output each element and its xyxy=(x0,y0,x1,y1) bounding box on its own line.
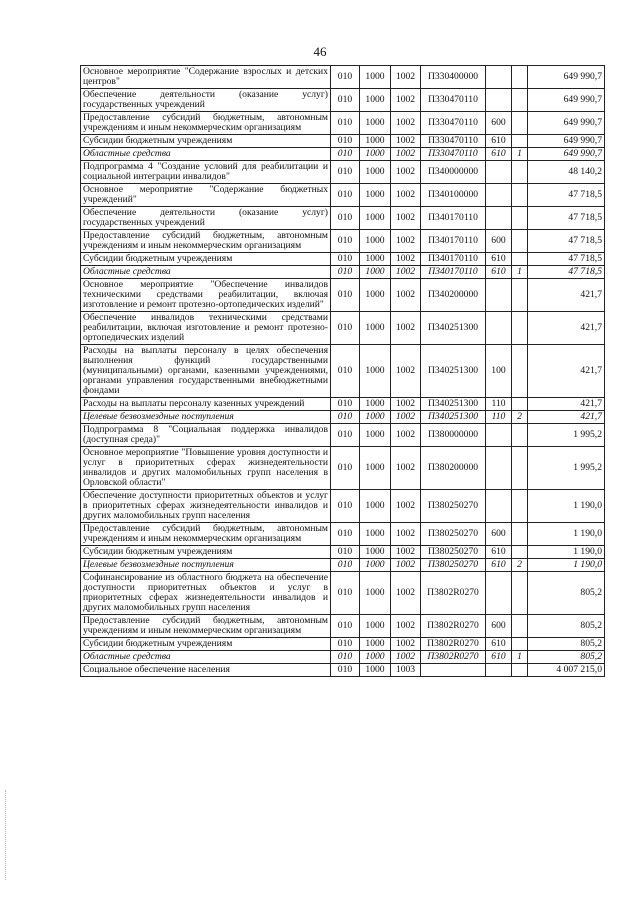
row-section-cell: 1000 xyxy=(360,135,391,148)
row-gr-code-cell: 010 xyxy=(331,279,360,312)
row-subsection-cell: 1002 xyxy=(391,112,421,135)
row-expense-type-cell: 610 xyxy=(486,651,512,664)
row-subsection-cell: 1002 xyxy=(391,279,421,312)
row-source-cell xyxy=(512,253,528,266)
row-expense-type-cell xyxy=(486,424,512,447)
row-subsection-cell: 1002 xyxy=(391,424,421,447)
row-subsection-cell: 1002 xyxy=(391,89,421,112)
row-source-cell xyxy=(512,312,528,345)
row-target-article-cell: П380250270 xyxy=(421,523,486,546)
table-row xyxy=(81,447,605,490)
row-expense-type-cell: 600 xyxy=(486,615,512,638)
row-expense-type-cell xyxy=(486,279,512,312)
row-name-cell: Субсидии бюджетным учреждениям xyxy=(81,253,331,266)
row-source-cell xyxy=(512,615,528,638)
row-target-article-cell: П340200000 xyxy=(421,279,486,312)
row-amount-cell: 47 718,5 xyxy=(528,230,605,253)
row-expense-type-cell: 610 xyxy=(486,148,512,161)
row-name-cell: Областные средства xyxy=(81,651,331,664)
row-amount-cell: 48 140,2 xyxy=(528,161,605,184)
row-name-cell: Предоставление субсидий бюджетным, автономным учреждениям и иным некоммерческим организациям xyxy=(81,615,331,638)
row-gr-code-cell: 010 xyxy=(331,651,360,664)
table-row xyxy=(81,112,605,135)
row-target-article-cell: П340251300 xyxy=(421,398,486,411)
row-name-cell: Областные средства xyxy=(81,148,331,161)
row-name-cell: Предоставление субсидий бюджетным, автономным учреждениям и иным некоммерческим организациям xyxy=(81,523,331,546)
row-source-cell xyxy=(512,447,528,490)
table-row xyxy=(81,490,605,523)
row-subsection-cell: 1002 xyxy=(391,345,421,398)
row-name-cell: Подпрограмма 4 "Создание условий для реабилитации и социальной интеграции инвалидов" xyxy=(81,161,331,184)
row-section-cell: 1000 xyxy=(360,66,391,89)
row-source-cell xyxy=(512,398,528,411)
row-name-cell: Предоставление субсидий бюджетным, автономным учреждениям и иным некоммерческим организациям xyxy=(81,230,331,253)
row-amount-cell: 649 990,7 xyxy=(528,66,605,89)
row-section-cell: 1000 xyxy=(360,345,391,398)
row-name-cell: Областные средства xyxy=(81,266,331,279)
row-target-article-cell: П380200000 xyxy=(421,447,486,490)
row-name-cell: Софинансирование из областного бюджета на обеспечение доступности приоритетных объектов и услуг в приоритетных сферах жизнедеятельности инвалидов и других маломобильных групп населения xyxy=(81,572,331,615)
table-row xyxy=(81,207,605,230)
row-amount-cell: 421,7 xyxy=(528,312,605,345)
row-section-cell: 1000 xyxy=(360,651,391,664)
row-section-cell: 1000 xyxy=(360,148,391,161)
row-target-article-cell: П330470110 xyxy=(421,89,486,112)
row-source-cell xyxy=(512,112,528,135)
table-row xyxy=(81,398,605,411)
row-amount-cell: 421,7 xyxy=(528,398,605,411)
row-amount-cell: 1 995,2 xyxy=(528,447,605,490)
row-gr-code-cell: 010 xyxy=(331,161,360,184)
row-subsection-cell: 1002 xyxy=(391,253,421,266)
row-gr-code-cell: 010 xyxy=(331,411,360,424)
row-target-article-cell: П330470110 xyxy=(421,112,486,135)
row-gr-code-cell: 010 xyxy=(331,546,360,559)
row-amount-cell: 47 718,5 xyxy=(528,253,605,266)
table-row xyxy=(81,638,605,651)
row-gr-code-cell: 010 xyxy=(331,559,360,572)
row-gr-code-cell: 010 xyxy=(331,615,360,638)
table-row xyxy=(81,266,605,279)
row-expense-type-cell xyxy=(486,490,512,523)
row-subsection-cell: 1002 xyxy=(391,266,421,279)
budget-table xyxy=(80,65,605,677)
row-target-article-cell: П330400000 xyxy=(421,66,486,89)
row-name-cell: Основное мероприятие "Повышение уровня доступности и услуг в приоритетных сферах жизнедеятельности инвалидов и других маломобильных групп населения в Орловской области" xyxy=(81,447,331,490)
table-row xyxy=(81,345,605,398)
row-target-article-cell: П340170110 xyxy=(421,230,486,253)
row-section-cell: 1000 xyxy=(360,398,391,411)
row-source-cell xyxy=(512,572,528,615)
row-name-cell: Целевые безвозмездные поступления xyxy=(81,559,331,572)
row-amount-cell: 1 190,0 xyxy=(528,559,605,572)
row-section-cell: 1000 xyxy=(360,424,391,447)
row-name-cell: Предоставление субсидий бюджетным, автономным учреждениям и иным некоммерческим организациям xyxy=(81,112,331,135)
row-gr-code-cell: 010 xyxy=(331,424,360,447)
row-source-cell: 1 xyxy=(512,266,528,279)
row-name-cell: Основное мероприятие "Обеспечение инвалидов техническими средствами реабилитации, включая изготовление и ремонт протезно-ортопедических изделий" xyxy=(81,279,331,312)
row-source-cell xyxy=(512,424,528,447)
row-expense-type-cell: 610 xyxy=(486,559,512,572)
row-target-article-cell xyxy=(421,664,486,677)
row-section-cell: 1000 xyxy=(360,184,391,207)
row-expense-type-cell: 610 xyxy=(486,638,512,651)
row-source-cell xyxy=(512,161,528,184)
row-gr-code-cell: 010 xyxy=(331,230,360,253)
row-section-cell: 1000 xyxy=(360,447,391,490)
row-target-article-cell: П330470110 xyxy=(421,135,486,148)
table-row xyxy=(81,411,605,424)
row-amount-cell: 1 190,0 xyxy=(528,523,605,546)
row-name-cell: Социальное обеспечение населения xyxy=(81,664,331,677)
row-subsection-cell: 1002 xyxy=(391,148,421,161)
row-subsection-cell: 1002 xyxy=(391,184,421,207)
row-gr-code-cell: 010 xyxy=(331,148,360,161)
row-subsection-cell: 1002 xyxy=(391,615,421,638)
row-source-cell xyxy=(512,546,528,559)
row-gr-code-cell: 010 xyxy=(331,207,360,230)
row-name-cell: Расходы на выплаты персоналу в целях обеспечения выполнения функций государственными (муниципальными) органами, казенными учреждениями, органами управления государственными внебюджетными фондами xyxy=(81,345,331,398)
row-amount-cell: 421,7 xyxy=(528,279,605,312)
row-target-article-cell: П380250270 xyxy=(421,546,486,559)
row-expense-type-cell: 600 xyxy=(486,112,512,135)
row-subsection-cell: 1002 xyxy=(391,559,421,572)
row-target-article-cell: П380250270 xyxy=(421,559,486,572)
row-expense-type-cell xyxy=(486,312,512,345)
table-row xyxy=(81,651,605,664)
table-row xyxy=(81,89,605,112)
row-subsection-cell: 1002 xyxy=(391,66,421,89)
table-row xyxy=(81,572,605,615)
row-gr-code-cell: 010 xyxy=(331,312,360,345)
row-amount-cell: 649 990,7 xyxy=(528,89,605,112)
row-section-cell: 1000 xyxy=(360,559,391,572)
row-expense-type-cell: 600 xyxy=(486,523,512,546)
row-gr-code-cell: 010 xyxy=(331,572,360,615)
row-source-cell xyxy=(512,345,528,398)
row-gr-code-cell: 010 xyxy=(331,638,360,651)
row-section-cell: 1000 xyxy=(360,490,391,523)
row-gr-code-cell: 010 xyxy=(331,184,360,207)
row-target-article-cell: П3802R0270 xyxy=(421,615,486,638)
row-section-cell: 1000 xyxy=(360,230,391,253)
row-name-cell: Субсидии бюджетным учреждениям xyxy=(81,546,331,559)
row-expense-type-cell xyxy=(486,66,512,89)
row-expense-type-cell xyxy=(486,572,512,615)
row-source-cell xyxy=(512,66,528,89)
row-expense-type-cell: 110 xyxy=(486,398,512,411)
row-section-cell: 1000 xyxy=(360,312,391,345)
row-target-article-cell: П380000000 xyxy=(421,424,486,447)
row-gr-code-cell: 010 xyxy=(331,266,360,279)
row-gr-code-cell: 010 xyxy=(331,112,360,135)
row-source-cell xyxy=(512,230,528,253)
row-gr-code-cell: 010 xyxy=(331,89,360,112)
row-target-article-cell: П330470110 xyxy=(421,148,486,161)
row-amount-cell: 421,7 xyxy=(528,411,605,424)
row-target-article-cell: П340251300 xyxy=(421,411,486,424)
row-subsection-cell: 1002 xyxy=(391,523,421,546)
row-subsection-cell: 1002 xyxy=(391,398,421,411)
row-section-cell: 1000 xyxy=(360,253,391,266)
row-expense-type-cell xyxy=(486,161,512,184)
row-amount-cell: 649 990,7 xyxy=(528,148,605,161)
row-subsection-cell: 1003 xyxy=(391,664,421,677)
row-source-cell: 2 xyxy=(512,559,528,572)
row-subsection-cell: 1002 xyxy=(391,651,421,664)
row-amount-cell: 649 990,7 xyxy=(528,135,605,148)
row-section-cell: 1000 xyxy=(360,161,391,184)
row-gr-code-cell: 010 xyxy=(331,447,360,490)
row-name-cell: Обеспечение деятельности (оказание услуг) государственных учреждений xyxy=(81,207,331,230)
row-amount-cell: 1 995,2 xyxy=(528,424,605,447)
row-expense-type-cell xyxy=(486,664,512,677)
row-name-cell: Основное мероприятие "Содержание бюджетных учреждений" xyxy=(81,184,331,207)
row-source-cell: 1 xyxy=(512,651,528,664)
row-section-cell: 1000 xyxy=(360,279,391,312)
row-gr-code-cell: 010 xyxy=(331,253,360,266)
row-subsection-cell: 1002 xyxy=(391,490,421,523)
row-expense-type-cell: 110 xyxy=(486,411,512,424)
row-target-article-cell: П380250270 xyxy=(421,490,486,523)
table-row xyxy=(81,546,605,559)
row-section-cell: 1000 xyxy=(360,615,391,638)
table-row xyxy=(81,615,605,638)
row-subsection-cell: 1002 xyxy=(391,447,421,490)
table-row xyxy=(81,253,605,266)
row-source-cell xyxy=(512,523,528,546)
row-subsection-cell: 1002 xyxy=(391,572,421,615)
row-subsection-cell: 1002 xyxy=(391,411,421,424)
row-section-cell: 1000 xyxy=(360,664,391,677)
row-amount-cell: 805,2 xyxy=(528,615,605,638)
row-target-article-cell: П3802R0270 xyxy=(421,651,486,664)
row-amount-cell: 649 990,7 xyxy=(528,112,605,135)
row-subsection-cell: 1002 xyxy=(391,161,421,184)
row-expense-type-cell: 610 xyxy=(486,546,512,559)
row-section-cell: 1000 xyxy=(360,572,391,615)
row-gr-code-cell: 010 xyxy=(331,664,360,677)
row-name-cell: Субсидии бюджетным учреждениям xyxy=(81,638,331,651)
row-subsection-cell: 1002 xyxy=(391,546,421,559)
table-row xyxy=(81,230,605,253)
row-name-cell: Субсидии бюджетным учреждениям xyxy=(81,135,331,148)
row-source-cell xyxy=(512,664,528,677)
row-amount-cell: 47 718,5 xyxy=(528,266,605,279)
row-source-cell xyxy=(512,279,528,312)
table-row xyxy=(81,66,605,89)
row-amount-cell: 421,7 xyxy=(528,345,605,398)
row-expense-type-cell xyxy=(486,89,512,112)
row-target-article-cell: П340170110 xyxy=(421,253,486,266)
row-expense-type-cell: 610 xyxy=(486,135,512,148)
table-row xyxy=(81,559,605,572)
row-name-cell: Обеспечение деятельности (оказание услуг) государственных учреждений xyxy=(81,89,331,112)
row-name-cell: Обеспечение инвалидов техническими средствами реабилитации, включая изготовление и ремонт протезно-ортопедических изделий xyxy=(81,312,331,345)
row-name-cell: Обеспечение доступности приоритетных объектов и услуг в приоритетных сферах жизнедеятельности инвалидов и других маломобильных групп населения xyxy=(81,490,331,523)
table-row xyxy=(81,184,605,207)
row-subsection-cell: 1002 xyxy=(391,230,421,253)
row-source-cell: 1 xyxy=(512,148,528,161)
row-source-cell xyxy=(512,89,528,112)
row-target-article-cell: П340251300 xyxy=(421,312,486,345)
row-expense-type-cell: 600 xyxy=(486,230,512,253)
row-section-cell: 1000 xyxy=(360,266,391,279)
row-section-cell: 1000 xyxy=(360,89,391,112)
row-name-cell: Подпрограмма 8 "Социальная поддержка инвалидов (доступная среда)" xyxy=(81,424,331,447)
row-expense-type-cell: 610 xyxy=(486,266,512,279)
table-row xyxy=(81,279,605,312)
table-row xyxy=(81,664,605,677)
row-section-cell: 1000 xyxy=(360,523,391,546)
row-subsection-cell: 1002 xyxy=(391,312,421,345)
row-amount-cell: 1 190,0 xyxy=(528,546,605,559)
row-expense-type-cell: 610 xyxy=(486,253,512,266)
row-expense-type-cell xyxy=(486,447,512,490)
row-target-article-cell: П340251300 xyxy=(421,345,486,398)
row-section-cell: 1000 xyxy=(360,112,391,135)
row-subsection-cell: 1002 xyxy=(391,135,421,148)
row-target-article-cell: П340100000 xyxy=(421,184,486,207)
row-name-cell: Целевые безвозмездные поступления xyxy=(81,411,331,424)
row-section-cell: 1000 xyxy=(360,638,391,651)
row-subsection-cell: 1002 xyxy=(391,207,421,230)
table-row xyxy=(81,148,605,161)
table-row xyxy=(81,135,605,148)
table-row xyxy=(81,424,605,447)
row-source-cell xyxy=(512,135,528,148)
table-row xyxy=(81,523,605,546)
row-gr-code-cell: 010 xyxy=(331,398,360,411)
row-amount-cell: 47 718,5 xyxy=(528,207,605,230)
row-source-cell xyxy=(512,638,528,651)
row-name-cell: Основное мероприятие "Содержание взрослых и детских центров" xyxy=(81,66,331,89)
row-amount-cell: 805,2 xyxy=(528,572,605,615)
row-gr-code-cell: 010 xyxy=(331,66,360,89)
row-target-article-cell: П340170110 xyxy=(421,266,486,279)
row-expense-type-cell: 100 xyxy=(486,345,512,398)
row-gr-code-cell: 010 xyxy=(331,523,360,546)
row-expense-type-cell xyxy=(486,207,512,230)
budget-table-body xyxy=(81,66,605,677)
row-amount-cell: 47 718,5 xyxy=(528,184,605,207)
scan-margin-mark xyxy=(5,790,8,880)
row-source-cell xyxy=(512,490,528,523)
row-source-cell xyxy=(512,184,528,207)
row-gr-code-cell: 010 xyxy=(331,135,360,148)
row-section-cell: 1000 xyxy=(360,207,391,230)
row-target-article-cell: П3802R0270 xyxy=(421,638,486,651)
row-amount-cell: 805,2 xyxy=(528,651,605,664)
row-target-article-cell: П340000000 xyxy=(421,161,486,184)
row-gr-code-cell: 010 xyxy=(331,345,360,398)
row-subsection-cell: 1002 xyxy=(391,638,421,651)
row-amount-cell: 1 190,0 xyxy=(528,490,605,523)
row-amount-cell: 4 007 215,0 xyxy=(528,664,605,677)
row-amount-cell: 805,2 xyxy=(528,638,605,651)
row-source-cell xyxy=(512,207,528,230)
row-gr-code-cell: 010 xyxy=(331,490,360,523)
row-target-article-cell: П3802R0270 xyxy=(421,572,486,615)
row-name-cell: Расходы на выплаты персоналу казенных учреждений xyxy=(81,398,331,411)
page-number: 46 xyxy=(313,44,327,59)
table-row xyxy=(81,312,605,345)
row-target-article-cell: П340170110 xyxy=(421,207,486,230)
row-section-cell: 1000 xyxy=(360,411,391,424)
row-source-cell: 2 xyxy=(512,411,528,424)
row-expense-type-cell xyxy=(486,184,512,207)
row-section-cell: 1000 xyxy=(360,546,391,559)
table-row xyxy=(81,161,605,184)
